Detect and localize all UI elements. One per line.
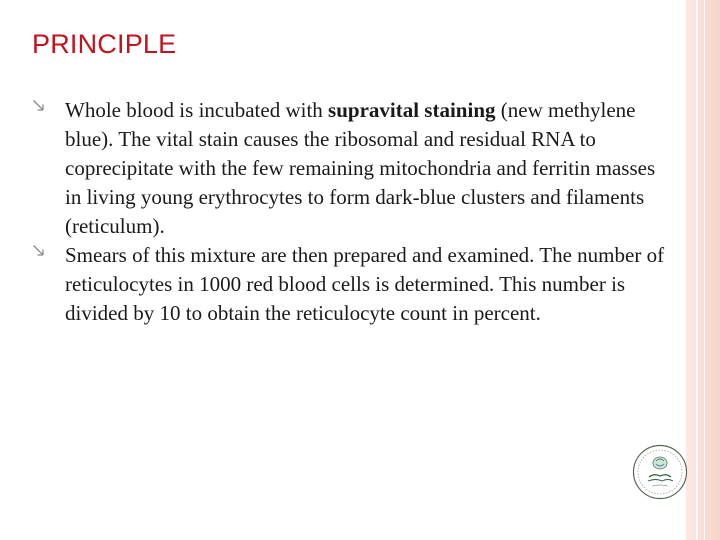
bullet-item <box>32 241 672 328</box>
arrow-bullet-icon <box>32 244 46 258</box>
arrow-bullet-icon <box>32 99 46 113</box>
bullet-item <box>32 96 672 241</box>
bullet-list <box>32 96 672 328</box>
bullet-text: Whole blood is incubated with <box>65 98 329 122</box>
bullet-text: (new methylene blue). The vital stain causes the ribosomal and residual RNA to coprecipitate with the few remaining mitochondria and ferritin masses in living young erythrocytes to form dark-blue clusters and filaments (reticulum). <box>65 98 656 238</box>
right-decorative-border <box>686 0 720 540</box>
bullet-text: Smears of this mixture are then prepared and examined. The number of reticulocytes in 1000 red blood cells is determined. This number is divided by 10 to obtain the reticulocyte count in percent. <box>65 243 665 325</box>
slide-title: PRINCIPLE <box>32 29 177 59</box>
university-seal-icon <box>632 444 688 500</box>
border-line <box>704 0 705 540</box>
bullet-bold-text: supravital staining <box>328 98 496 122</box>
border-line <box>696 0 698 540</box>
